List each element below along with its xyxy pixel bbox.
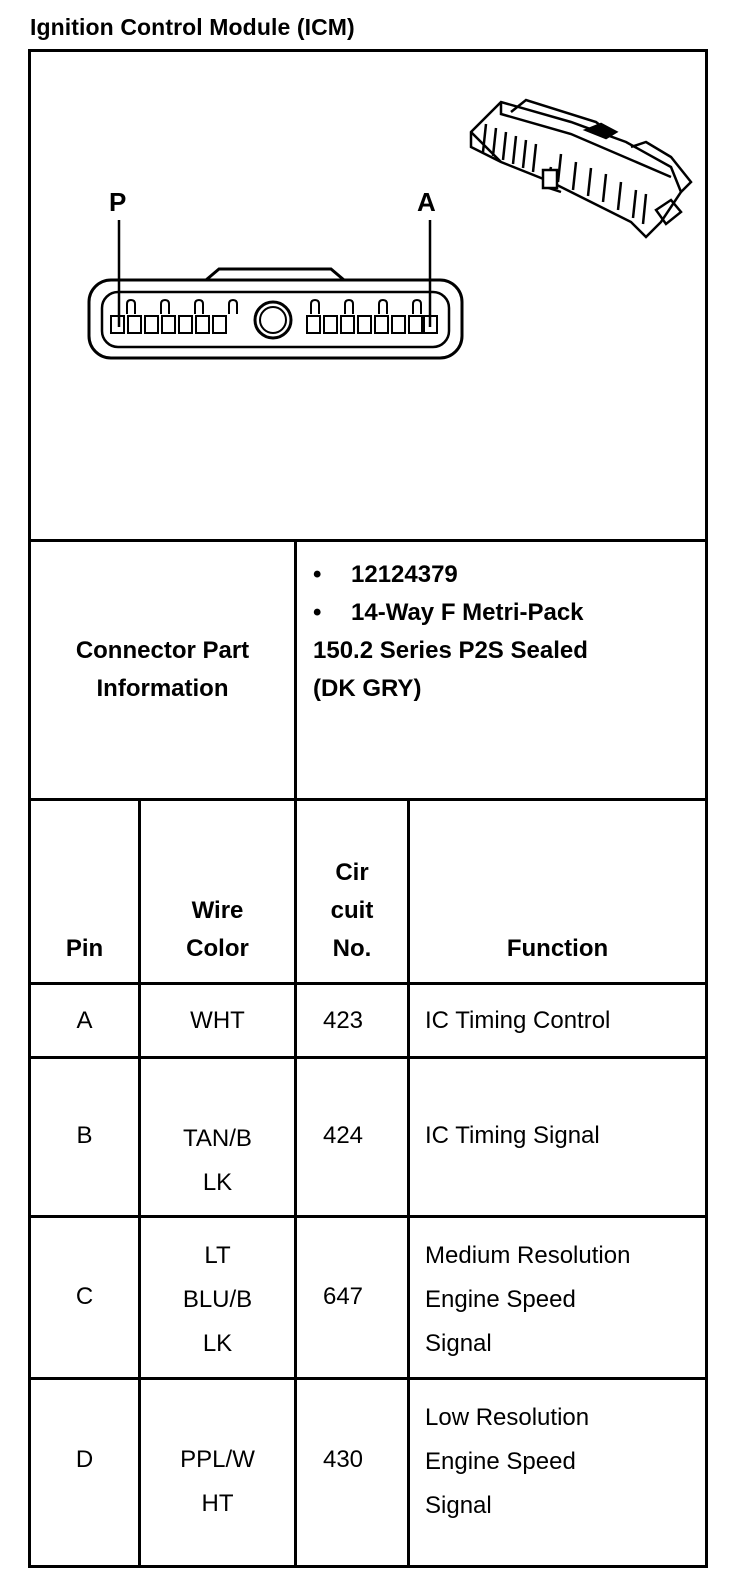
header-wire-line2: Color [186,935,249,962]
table-border-right [705,50,708,1568]
row-b-wire [141,1117,294,1205]
row-d-wire [141,1438,294,1526]
connector-series: 150.2 Series P2S Sealed [313,637,588,664]
row-d-function-line3: Signal [425,1492,492,1519]
row-c-function [425,1234,703,1366]
row-a-circuit: 423 [322,1007,364,1034]
header-wire-color [141,892,294,968]
row-c-function-line1: Medium Resolution [425,1242,631,1269]
row-a-wire: WHT [190,1007,245,1034]
connector-isometric-drawing [471,100,691,237]
row-a-pin: A [76,1007,93,1034]
part-info-details [313,556,703,708]
connector-type-bullet [313,594,703,632]
header-pin: Pin [65,935,104,962]
row-c-pin: C [75,1283,94,1310]
header-circuit-no [297,854,407,968]
connector-diagram [31,52,705,539]
header-wire-line1: Wire [191,897,244,924]
row-d-wire-line1: PPL/W [180,1446,255,1473]
page-title: Ignition Control Module (ICM) [30,14,355,40]
bullet-marker: • [313,561,322,588]
header-circuit-line1: Cir [335,859,369,886]
connector-color: (DK GRY) [313,675,422,702]
rule-header-bottom [28,982,708,985]
rule-partinfo-bottom [28,798,708,801]
row-b-wire-line2: LK [202,1169,233,1196]
row-b-circuit: 424 [322,1122,364,1149]
row-c-wire-line1: LT [204,1242,231,1269]
row-c-function-line3: Signal [425,1330,492,1357]
header-circuit-line2: cuit [330,897,374,924]
table-border-bottom [28,1565,708,1568]
row-a-function: IC Timing Control [425,1007,611,1034]
row-c-function-line2: Engine Speed [425,1286,576,1313]
row-d-wire-line2: HT [201,1490,234,1517]
connector-face-drawing [31,52,705,539]
header-circuit-line3: No. [332,935,372,962]
row-b-wire-line1: TAN/B [183,1125,252,1152]
rule-partinfo-divider [294,540,297,1567]
part-number-bullet [313,556,703,594]
part-info-header-line2: Information [96,675,229,702]
row-c-wire-line2: BLU/B [182,1286,253,1313]
pin-cavities-right [307,300,437,333]
row-d-pin: D [75,1446,94,1473]
rule-row-c-bottom [28,1377,708,1380]
row-d-function-line1: Low Resolution [425,1404,590,1431]
part-info-header [31,632,294,708]
bullet-marker: • [313,599,322,626]
row-b-pin: B [76,1122,93,1149]
header-function: Function [506,935,609,962]
row-c-wire-line3: LK [202,1330,233,1357]
row-c-wire [141,1234,294,1366]
part-info-header-line1: Connector Part [75,637,250,664]
row-b-function: IC Timing Signal [425,1122,600,1149]
pin-label-p: P [109,187,127,217]
rule-circuit-divider [407,799,410,1567]
row-d-function-line2: Engine Speed [425,1448,576,1475]
rule-diagram-bottom [28,539,708,542]
row-d-circuit: 430 [322,1446,364,1473]
pin-cavities-left [111,300,237,333]
rule-row-b-bottom [28,1215,708,1218]
pin-label-a: A [417,187,436,217]
connector-type: 14-Way F Metri-Pack [351,599,584,626]
row-c-circuit: 647 [322,1283,364,1310]
part-number: 12124379 [351,561,458,588]
rule-row-a-bottom [28,1056,708,1059]
row-d-function [425,1396,703,1528]
